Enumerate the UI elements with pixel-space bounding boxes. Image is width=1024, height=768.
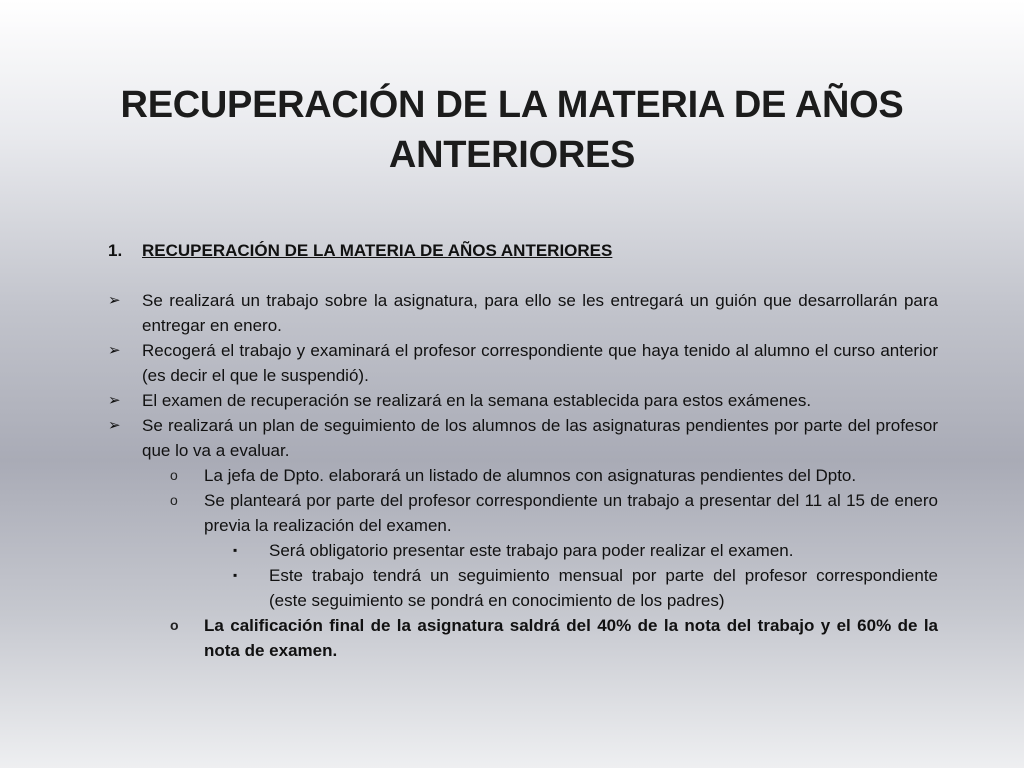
sub-sub-list-item: [108, 538, 938, 563]
sub-list-item: [108, 613, 938, 663]
slide-body: [108, 238, 938, 663]
list-item: [108, 413, 938, 463]
list-item: [108, 288, 938, 338]
arrow-bullet-icon: ➢: [108, 417, 121, 434]
section-heading-text: RECUPERACIÓN DE LA MATERIA DE AÑOS ANTERIORES: [142, 241, 613, 260]
square-bullet-icon: ▪: [233, 568, 238, 582]
list-item-text: Se realizará un trabajo sobre la asignatura, para ello se les entregará un guión que desarrollarán para entregar en enero.: [142, 291, 938, 335]
arrow-bullet-icon: ➢: [108, 392, 121, 409]
circle-bullet-icon: o: [170, 492, 178, 508]
section-heading: [108, 238, 938, 263]
sub-list-item-text: Se planteará por parte del profesor correspondiente un trabajo a presentar del 11 al 15 de enero previa la realización del examen.: [204, 491, 938, 535]
sub-list-item-text: La calificación final de la asignatura saldrá del 40% de la nota del trabajo y el 60% de la nota de examen.: [204, 616, 938, 660]
sub-sub-list-item: [108, 563, 938, 613]
arrow-bullet-icon: ➢: [108, 292, 121, 309]
sub-list-item: [108, 463, 938, 488]
circle-bullet-icon: o: [170, 467, 178, 483]
sub-sub-list-item-text: Será obligatorio presentar este trabajo para poder realizar el examen.: [269, 541, 794, 560]
section-number: 1.: [108, 241, 123, 260]
list-item: [108, 338, 938, 388]
list-item: [108, 388, 938, 413]
list-item-text: Recogerá el trabajo y examinará el profesor correspondiente que haya tenido al alumno el curso anterior (es decir el que le suspendió).: [142, 341, 938, 385]
sub-sub-list-item-text: Este trabajo tendrá un seguimiento mensual por parte del profesor correspondiente (este seguimiento se pondrá en conocimiento de los padres): [269, 566, 938, 610]
sub-list-item: [108, 488, 938, 538]
square-bullet-icon: ▪: [233, 543, 238, 557]
circle-bullet-icon: o: [170, 617, 179, 633]
slide-title: RECUPERACIÓN DE LA MATERIA DE AÑOS ANTERIORES: [120, 84, 904, 176]
list-item-text: El examen de recuperación se realizará en la semana establecida para estos exámenes.: [142, 391, 812, 410]
list-item-text: Se realizará un plan de seguimiento de los alumnos de las asignaturas pendientes por parte del profesor que lo va a evaluar.: [142, 416, 938, 460]
sub-list-item-text: La jefa de Dpto. elaborará un listado de alumnos con asignaturas pendientes del Dpto.: [204, 466, 857, 485]
arrow-bullet-icon: ➢: [108, 342, 121, 359]
